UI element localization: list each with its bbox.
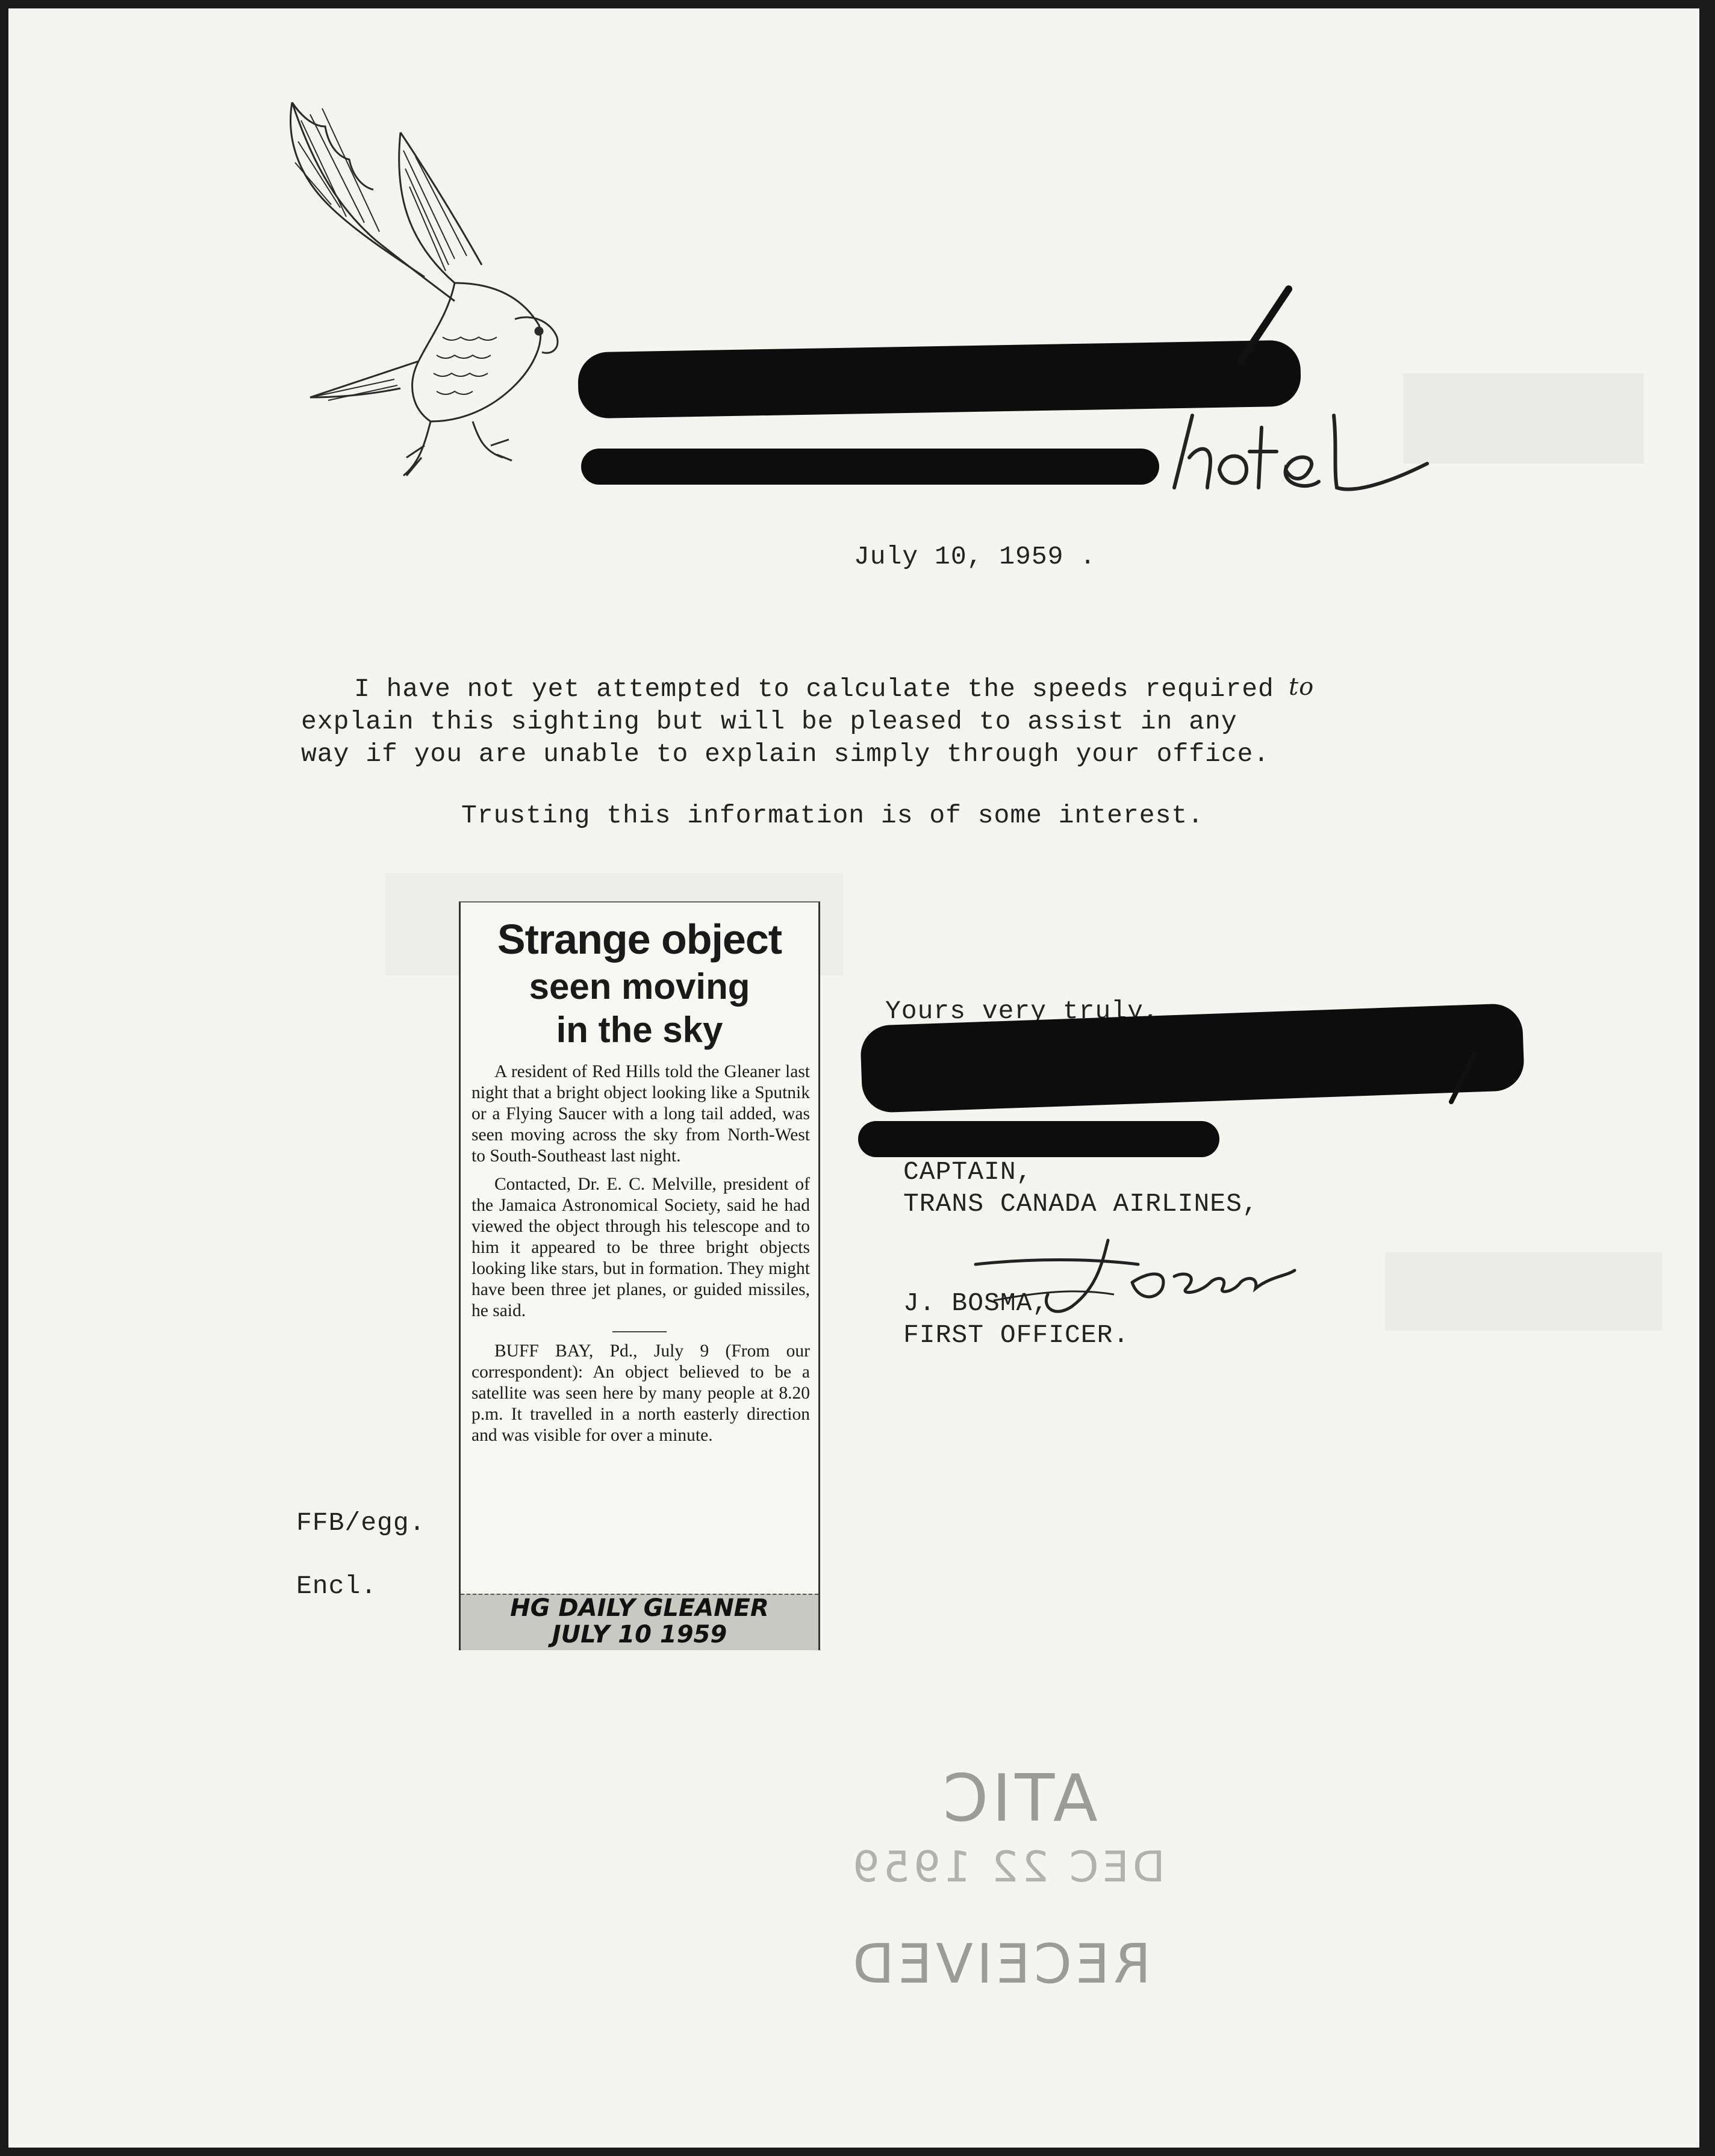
body-line-1: I have not yet attempted to calculate the speeds required [354,674,1274,704]
clipping-divider [612,1331,667,1332]
captain-title: CAPTAIN, [903,1157,1033,1187]
body-line-1-handwritten: to [1289,673,1315,701]
clipping-paragraph: A resident of Red Hills told the Gleaner last night that a bright object looking like a Sputnik or a Flying Saucer with a long tail added, was seen moving across the sky from North-West to South-Southeast last night. [472,1062,810,1166]
redaction-slash [1439,1048,1487,1108]
body-line-3: way if you are unable to explain simply through your office. [301,739,1270,769]
clipping-headline: in the sky [556,1010,723,1050]
airline-name: TRANS CANADA AIRLINES, [903,1189,1259,1219]
enclosure-note: Encl. [296,1571,378,1601]
newspaper-clipping [459,901,820,1650]
salutation: Yours very truly, [885,996,1160,1026]
redaction-slash [1228,283,1301,367]
received-stamp: DEC 22 1959 [849,1842,1165,1892]
clipping-source-line: HG DAILY GLEANER [510,1594,769,1622]
first-officer-title: FIRST OFFICER. [903,1320,1130,1350]
handwritten-note [1162,391,1433,500]
first-officer-name: J. BOSMA, [903,1288,1049,1318]
received-stamp: RECEIVED [849,1933,1151,1996]
eagle-logo [274,84,587,488]
body-line-2: explain this sighting but will be pleased to assist in any [301,707,1237,736]
closing-note: Trusting this information is of some interest. [461,801,1204,830]
redaction-bar [581,449,1159,485]
clipping-source-note [461,1594,818,1650]
bleed-through-mark [1385,1252,1662,1331]
clipping-paragraph: Contacted, Dr. E. C. Melville, president of the Jamaica Astronomical Society, said he had viewed the object through his telescope and to him it appeared to be three bright objects looking like stars, but in formation. They might have been three jet planes, or guided missiles, he said. [472,1175,810,1320]
letter-date: July 10, 1959 . [854,542,1097,571]
reference-initials: FFB/egg. [296,1508,426,1538]
received-stamp: ATIC [939,1761,1098,1836]
clipping-paragraph: BUFF BAY, Pd., July 9 (From our correspondent): An object believed to be a satellite was seen here by many people at 8.20 p.m. It travelled in a north easterly direction and was visible for over a minute. [472,1341,810,1445]
clipping-headline: Strange object [497,916,782,963]
clipping-headline: seen moving [529,966,750,1007]
bleed-through-mark [1403,373,1644,464]
clipping-source-line: JULY 10 1959 [552,1621,727,1648]
redaction-bar [858,1121,1219,1157]
